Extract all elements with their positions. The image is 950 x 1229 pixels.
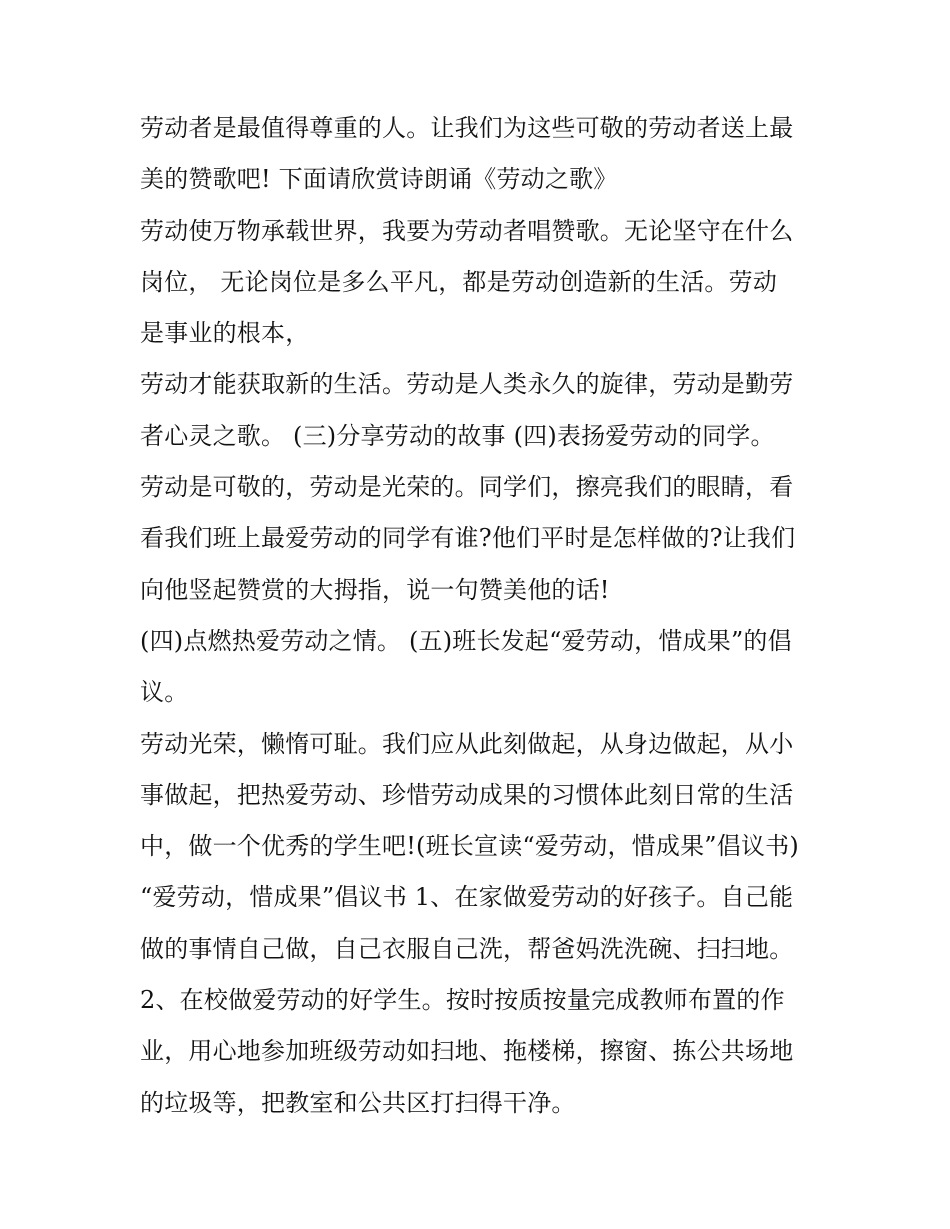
text-line: 事做起，把热爱劳动、珍惜劳动成果的习惯体此刻日常的生活 [140, 780, 794, 809]
text-line: 劳动是可敬的，劳动是光荣的。同学们，擦亮我们的眼睛，看 [140, 473, 794, 502]
text-line: 劳动使万物承载世界，我要为劳动者唱赞歌。无论坚守在什么 [140, 216, 794, 245]
text-line: 美的赞歌吧! 下面请欣赏诗朗诵《劳动之歌》 [140, 165, 618, 194]
text-line: 岗位， 无论岗位是多么平凡，都是劳动创造新的生活。劳动 [140, 267, 778, 296]
text-line: 做的事情自己做，自己衣服自己洗，帮爸妈洗洗碗、扫扫地。 [140, 934, 794, 963]
text-line: 议。 [140, 678, 189, 707]
text-line: “爱劳动，惜成果”倡议书 1、在家做爱劳动的好孩子。自己能 [140, 883, 794, 912]
text-line: (四)点燃热爱劳动之情。 (五)班长发起“爱劳动，惜成果”的倡 [140, 626, 792, 655]
text-line: 的垃圾等，把教室和公共区打扫得干净。 [140, 1088, 576, 1117]
text-line: 2、在校做爱劳动的好学生。按时按质按量完成教师布置的作 [140, 986, 785, 1015]
text-line: 向他竖起赞赏的大拇指，说一句赞美他的话! [140, 575, 610, 604]
text-line: 中，做一个优秀的学生吧!(班长宣读“爱劳动，惜成果”倡议书) [140, 832, 799, 861]
text-line: 劳动才能获取新的生活。劳动是人类永久的旋律，劳动是勤劳 [140, 370, 794, 399]
text-line: 是事业的根本， [140, 319, 310, 348]
text-line: 业，用心地参加班级劳动如扫地、拖楼梯，擦窗、拣公共场地 [140, 1037, 794, 1066]
text-line: 劳动光荣，懒惰可耻。我们应从此刻做起，从身边做起，从小 [140, 729, 794, 758]
body-text [140, 103, 820, 1129]
text-line: 劳动者是最值得尊重的人。让我们为这些可敬的劳动者送上最 [140, 114, 794, 142]
text-line: 者心灵之歌。 (三)分享劳动的故事 (四)表扬爱劳动的同学。 [140, 421, 775, 450]
text-line: 看我们班上最爱劳动的同学有谁?他们平时是怎样做的?让我们 [140, 524, 796, 553]
